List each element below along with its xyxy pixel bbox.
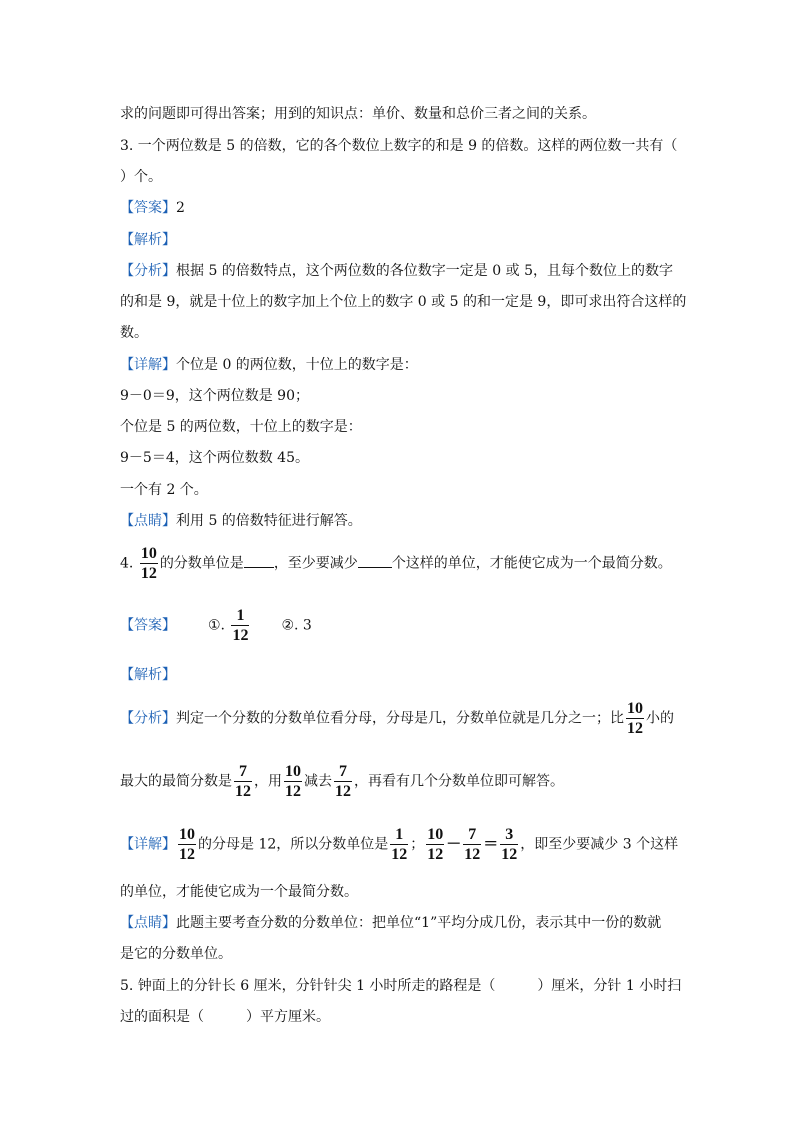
q3-fenxi2: 的和是 9，就是十位上的数字加上个位上的数字 0 或 5 的和一定是 9，即可求出符合这样的	[120, 294, 687, 310]
q5-line2: 过的面积是（ ）平方厘米。	[120, 1009, 330, 1025]
q4-fenxi1-text: 判定一个分数的分数单位看分母，分母是几，分数单位就是几分之一；比	[176, 710, 624, 727]
q3-dj-text: 利用 5 的倍数特征进行解答。	[176, 513, 362, 529]
minus-sign: －	[446, 836, 462, 853]
q4-dianjing1	[120, 914, 661, 932]
blank-1	[244, 553, 274, 568]
fraction-3-12	[500, 826, 518, 863]
denominator: 12	[627, 720, 643, 737]
q3-xiangjie5: 一个有 2 个。	[120, 482, 208, 498]
equals-sign: ＝	[483, 836, 499, 853]
fenxi-tag: 【分析】	[120, 710, 176, 727]
q3-jiexi	[120, 231, 176, 249]
denominator: 12	[179, 846, 195, 863]
q4-xj1-a: 的分母是 12，所以分数单位是	[198, 836, 389, 853]
analysis-tag: 【解析】	[120, 232, 176, 248]
fraction-1-12	[390, 826, 408, 863]
denominator: 12	[285, 783, 301, 800]
blank-2	[358, 553, 392, 568]
q4-xiangjie1	[120, 826, 678, 863]
numerator: 10	[140, 545, 157, 562]
q3-xiangjie3: 个位是 5 的两位数，十位上的数字是：	[120, 419, 362, 435]
fraction-7-12	[334, 763, 352, 800]
fraction-10-12	[426, 826, 444, 863]
q4-fenxi2-d: ，再看有几个分数单位即可解答。	[354, 773, 564, 790]
denominator: 12	[501, 846, 518, 863]
q4-xiangjie2: 的单位，才能使它成为一个最简分数。	[120, 884, 358, 900]
q4-dj1-text: 此题主要考查分数的分数单位：把单位“1”平均分成几份，表示其中一份的数就	[176, 915, 662, 931]
q3-fenxi1	[120, 262, 673, 280]
numerator: 10	[627, 700, 643, 717]
q4-xj1-c: ，即至少要减少 3 个这样	[520, 836, 679, 853]
q3-line2: ）个。	[120, 169, 162, 185]
q4-jiexi	[120, 666, 176, 684]
answer-tag: 【答案】	[120, 200, 176, 216]
numerator: 10	[427, 826, 444, 843]
q3-fenxi3: 数。	[120, 325, 148, 341]
answer-tag: 【答案】	[120, 617, 176, 634]
fraction-7-12	[234, 763, 252, 800]
denominator: 12	[335, 783, 351, 800]
q4-fenxi1-tail: 小的	[646, 710, 674, 727]
analysis-tag: 【解析】	[120, 667, 176, 683]
numerator: 3	[505, 826, 514, 843]
q4-answer	[120, 607, 312, 644]
q4-fenxi2-c: 减去	[304, 773, 332, 790]
q3-dianjing	[120, 512, 362, 530]
denominator: 12	[232, 627, 249, 644]
q4-fenxi1	[120, 700, 674, 737]
q3-line1: 3. 一个两位数是 5 的倍数，它的各个数位上数字的和是 9 的倍数。这样的两位数一共有（	[120, 138, 678, 154]
q4-text2: ，至少要减少	[273, 555, 358, 572]
q3-xiangjie4: 9－5＝4，这个两位数数 45。	[120, 450, 309, 466]
q4-dianjing2: 是它的分数单位。	[120, 946, 232, 962]
denominator: 12	[140, 565, 157, 582]
q4-fenxi2-a: 最大的最简分数是	[120, 773, 232, 790]
q4-fenxi2-b: ，用	[254, 773, 282, 790]
xiangjie-tag: 【详解】	[120, 836, 176, 853]
q4-question	[120, 545, 672, 582]
q4-number: 4.	[120, 555, 138, 572]
q3-answer-value: 2	[176, 200, 185, 216]
q3-answer	[120, 199, 185, 217]
q4-answer-1: ①.	[208, 617, 230, 634]
numerator: 10	[285, 763, 301, 780]
numerator: 10	[179, 826, 195, 843]
q4-text1: 的分数单位是	[159, 555, 244, 572]
denominator: 12	[427, 846, 444, 863]
fraction-10-12	[626, 700, 644, 737]
q5-line1: 5. 钟面上的分针长 6 厘米，分针针尖 1 小时所走的路程是（ ）厘米，分针 1 小时扫	[120, 978, 682, 994]
q4-answer-2: ②. 3	[281, 617, 312, 634]
xiangjie-tag: 【详解】	[120, 357, 176, 373]
q3-xiangjie2: 9－0＝9，这个两位数是 90；	[120, 388, 309, 404]
fraction-10-12	[284, 763, 302, 800]
dianjing-tag: 【点睛】	[120, 513, 176, 529]
denominator: 12	[235, 783, 251, 800]
q3-xj1-text: 个位是 0 的两位数，十位上的数字是：	[176, 357, 418, 373]
numerator: 1	[236, 607, 245, 624]
fraction-10-12	[140, 545, 158, 582]
denominator: 12	[464, 846, 481, 863]
denominator: 12	[391, 846, 408, 863]
fraction-7-12	[463, 826, 481, 863]
numerator: 7	[239, 763, 247, 780]
fraction-10-12	[178, 826, 196, 863]
numerator: 7	[339, 763, 347, 780]
q4-fenxi2	[120, 763, 564, 800]
q3-xiangjie1	[120, 356, 418, 374]
q3-fenxi1-text: 根据 5 的倍数特点，这个两位数的各位数字一定是 0 或 5，且每个数位上的数字	[176, 263, 673, 279]
q4-xj1-b: ；	[410, 836, 425, 853]
numerator: 1	[395, 826, 404, 843]
line-prev-answer: 求的问题即可得出答案；用到的知识点：单价、数量和总价三者之间的关系。	[120, 106, 596, 122]
fraction-1-12	[231, 607, 249, 644]
q4-text3: 个这样的单位，才能使它成为一个最简分数。	[391, 555, 672, 572]
dianjing-tag: 【点睛】	[120, 915, 176, 931]
fenxi-tag: 【分析】	[120, 263, 176, 279]
numerator: 7	[468, 826, 477, 843]
